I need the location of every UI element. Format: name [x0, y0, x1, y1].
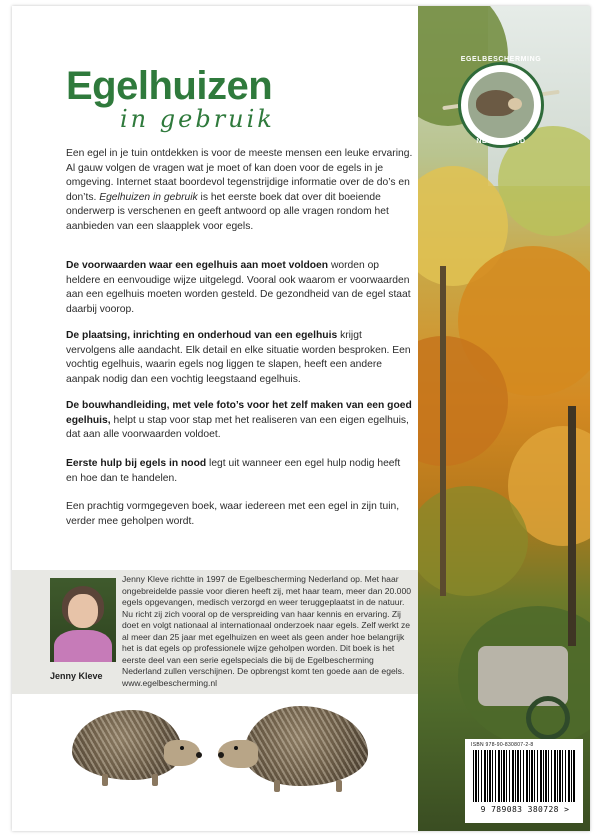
book-back-cover	[12, 6, 590, 831]
book-subtitle: in gebruik	[120, 105, 275, 133]
logo-text-top: EGELBESCHERMING	[460, 56, 542, 63]
book-title: Egelhuizen	[66, 64, 273, 108]
egelbescherming-logo	[442, 58, 560, 150]
isbn-number: 9 789083 380728 >	[480, 805, 570, 814]
logo-text-bottom: NEDERLAND	[476, 138, 526, 145]
isbn-barcode	[465, 739, 583, 823]
placement-paragraph: De plaatsing, inrichting en onderhoud van een egelhuis krijgt vervolgens alle aandacht. Elk detail en elke situatie worden besproken. Een vochtig egelhuis, waarin egels nog liggen te slapen, heeft een andere aanpak nodig dan een vochtig leegstaand egelhuis.	[66, 330, 411, 385]
author-photo	[50, 578, 116, 662]
author-bio: Jenny Kleve richtte in 1997 de Egelbescherming Nederland op. Met haar ongebreidelde passie voor dieren heeft zij, met haar team, meer dan 20.000 egels opgevangen, medisch verzorgd en weer teruggeplaatst in de natuur. Nu richt zij zich vooral op de verspreiding van haar kennis en ervaring. Zij doet en volgt nationaal al internationaal onderzoek naar egels. Zelf werkt ze al meer dan 25 jaar met egelhuizen en weet als geen ander hoe belangrijk het is dat egels op professionele wijze geholpen worden. Dit boek is het eerste deel van een serie egelspecials die bij de Egelbescherming Nederland zullen verschijnen. De opbrengst komt ten goede aan de egels. www.egelbescherming.nl	[122, 574, 412, 688]
hedgehog-left-illustration	[72, 710, 204, 794]
building-guide-paragraph: De bouwhandleiding, met vele foto’s voor het zelf maken van een goed egelhuis, helpt u stap voor stap met het realiseren van een eigen egelhuis, dat aan alle voorwaarden voldoet.	[66, 400, 412, 441]
closing-paragraph: Een prachtig vormgegeven boek, waar iedereen met een egel in zijn tuin, verder mee geholpen wordt.	[66, 501, 400, 527]
author-section	[12, 570, 418, 694]
isbn-label: ISBN 978-90-830807-2-8	[471, 742, 534, 748]
intro-paragraph: Een egel in je tuin ontdekken is voor de meeste mensen een leuke ervaring. Al gauw volgen de vragen wat je moet of kan doen voor de egels in je omgeving. Internet staat boordevol tegenstrijdige informatie over de do’s en don’ts. Egelhuizen in gebruik is het eerste boek dat over dit boeiende onderwerp is verschenen en geeft antwoord op alle vragen rondom het aanbieden van een slaapplek voor egels.	[66, 148, 413, 232]
first-aid-paragraph: Eerste hulp bij egels in nood legt uit wanneer een egel hulp nodig heeft en hoe dan te handelen.	[66, 458, 401, 484]
hedgehog-right-illustration	[218, 706, 368, 802]
author-name: Jenny Kleve	[50, 671, 103, 681]
requirements-paragraph: De voorwaarden waar een egelhuis aan moet voldoen worden op heldere en eenvoudige wijze uitgelegd. Vooral ook waarom er voorwaarden aan een egelhuis moeten worden gesteld. De gezondheid van de egel staat daarbij voorop.	[66, 260, 411, 315]
barcode-icon	[473, 750, 575, 802]
author-website: www.egelbescherming.nl	[122, 677, 218, 688]
